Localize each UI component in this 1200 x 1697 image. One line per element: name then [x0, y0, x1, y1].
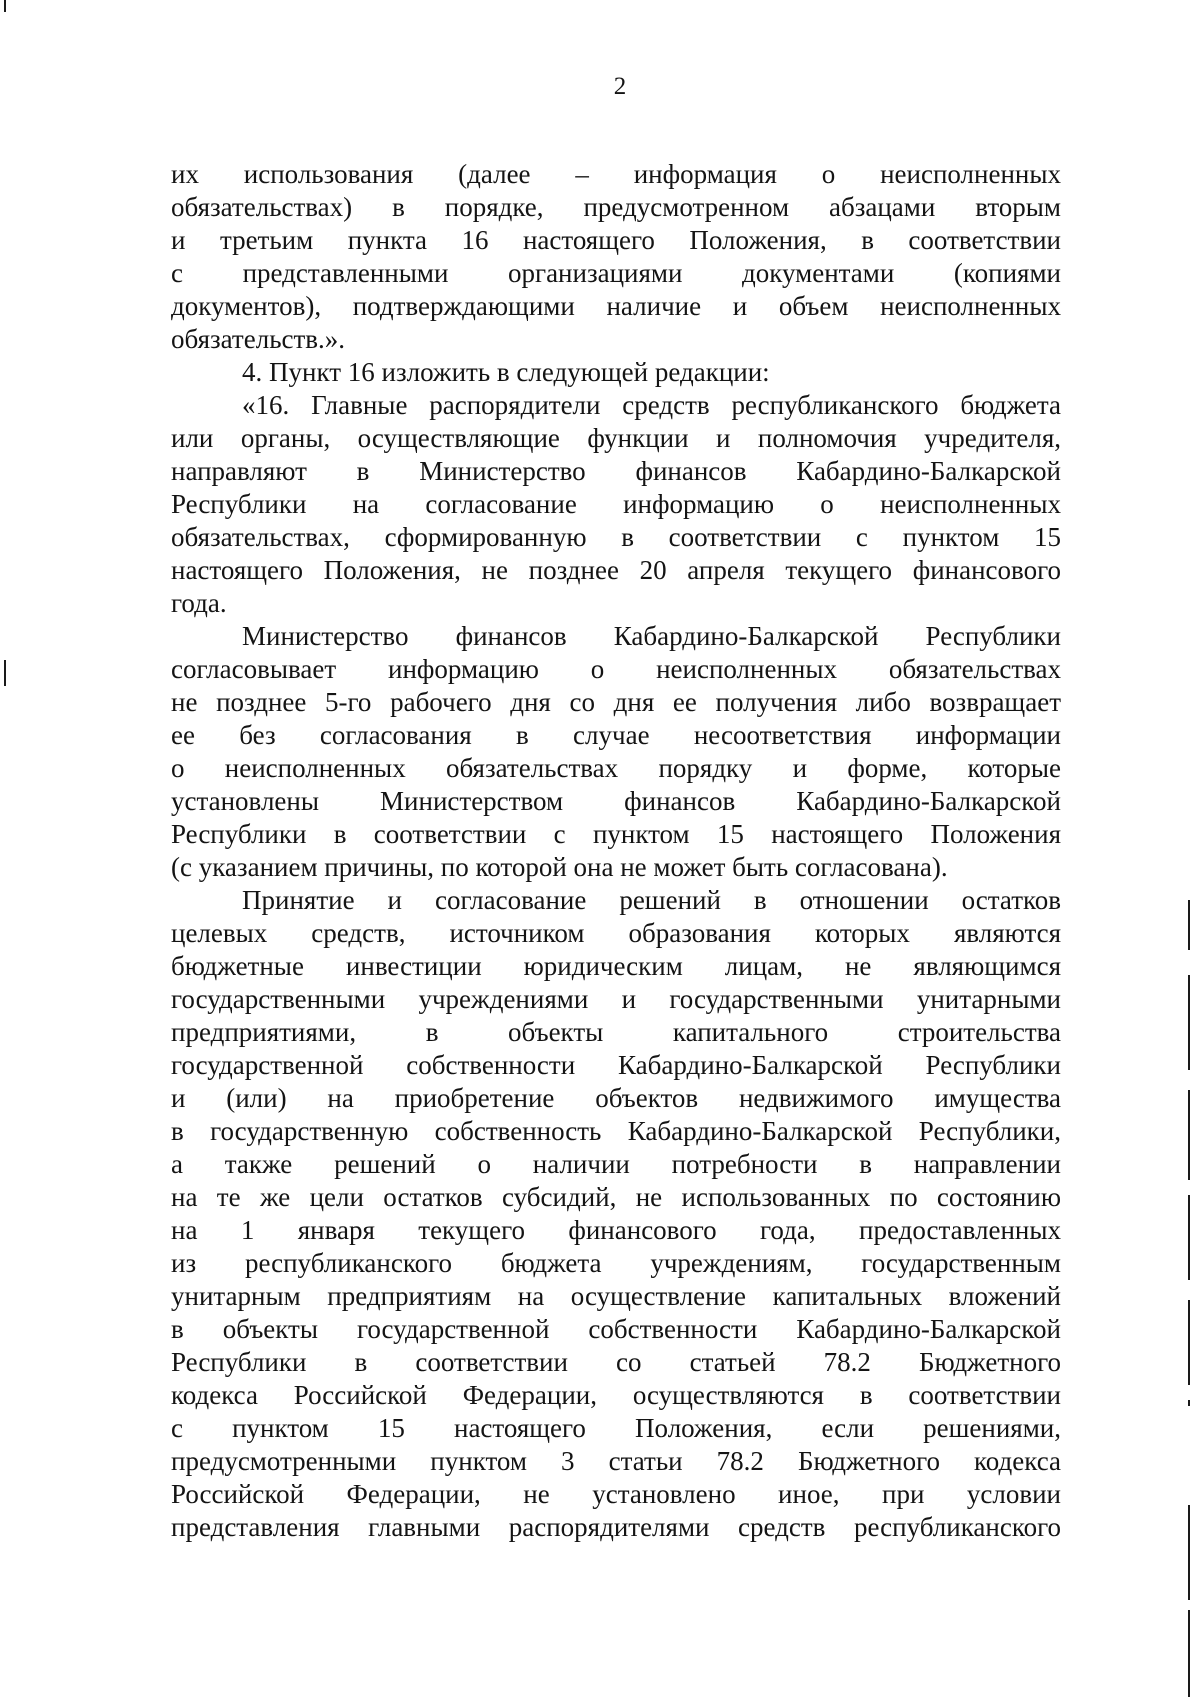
text-line: в объекты государственной собственности Кабардино-Балкарской — [171, 1314, 1061, 1344]
text-line: «16. Главные распорядители средств республиканского бюджета — [242, 390, 1061, 420]
text-line: государственными учреждениями и государственными унитарными — [171, 984, 1061, 1014]
text-line: Республики в соответствии с пунктом 15 настоящего Положения — [171, 819, 1061, 849]
text-line: а также решений о наличии потребности в направлении — [171, 1149, 1061, 1179]
scan-mark — [1188, 1610, 1190, 1697]
text-line: на 1 января текущего финансового года, предоставленных — [171, 1215, 1061, 1245]
text-line: из республиканского бюджета учреждениям, государственным — [171, 1248, 1061, 1278]
text-line: обязательствах) в порядке, предусмотренном абзацами вторым — [171, 192, 1061, 222]
text-line: настоящего Положения, не позднее 20 апреля текущего финансового — [171, 555, 1061, 585]
scan-mark — [1188, 1400, 1190, 1406]
scan-mark — [1188, 900, 1190, 950]
text-line: года. — [171, 588, 227, 618]
text-line: и третьим пункта 16 настоящего Положения, в соответствии — [171, 225, 1061, 255]
text-line: в государственную собственность Кабардино-Балкарской Республики, — [171, 1116, 1061, 1146]
paragraph — [171, 620, 1061, 884]
text-line: государственной собственности Кабардино-Балкарской Республики — [171, 1050, 1061, 1080]
document-body — [171, 158, 1061, 1544]
text-line: и (или) на приобретение объектов недвижимого имущества — [171, 1083, 1061, 1113]
scan-mark — [1188, 1505, 1190, 1600]
text-line: представления главными распорядителями средств республиканского — [171, 1512, 1061, 1542]
paragraph — [171, 158, 1061, 356]
text-line: Министерство финансов Кабардино-Балкарской Республики — [242, 621, 1061, 651]
text-line: их использования (далее – информация о неисполненных — [171, 159, 1061, 189]
scan-mark — [4, 0, 6, 12]
text-line: Республики в соответствии со статьей 78.2 Бюджетного — [171, 1347, 1061, 1377]
scan-mark — [1188, 1195, 1190, 1280]
text-line: кодекса Российской Федерации, осуществляются в соответствии — [171, 1380, 1061, 1410]
text-line: 4. Пункт 16 изложить в следующей редакции: — [242, 357, 770, 387]
scan-mark — [1188, 1300, 1190, 1385]
text-line: унитарным предприятиям на осуществление капитальных вложений — [171, 1281, 1061, 1311]
page-number: 2 — [613, 73, 627, 100]
paragraph — [171, 356, 1061, 389]
text-line: Российской Федерации, не установлено иное, при условии — [171, 1479, 1061, 1509]
text-line: с пунктом 15 настоящего Положения, если решениями, — [171, 1413, 1061, 1443]
scan-mark — [1188, 975, 1190, 1070]
text-line: не позднее 5-го рабочего дня со дня ее получения либо возвращает — [171, 687, 1061, 717]
text-line: с представленными организациями документами (копиями — [171, 258, 1061, 288]
text-line: документов), подтверждающими наличие и объем неисполненных — [171, 291, 1061, 321]
text-line: о неисполненных обязательствах порядку и форме, которые — [171, 753, 1061, 783]
text-line: Принятие и согласование решений в отношении остатков — [242, 885, 1061, 915]
text-line: согласовывает информацию о неисполненных обязательствах — [171, 654, 1061, 684]
text-line: предусмотренными пунктом 3 статьи 78.2 Бюджетного кодекса — [171, 1446, 1061, 1476]
text-line: предприятиями, в объекты капитального строительства — [171, 1017, 1061, 1047]
text-line: целевых средств, источником образования которых являются — [171, 918, 1061, 948]
text-line: установлены Министерством финансов Кабардино-Балкарской — [171, 786, 1061, 816]
text-line: Республики на согласование информацию о неисполненных — [171, 489, 1061, 519]
scan-mark — [1188, 1090, 1190, 1180]
paragraph — [171, 884, 1061, 1544]
text-line: ее без согласования в случае несоответствия информации — [171, 720, 1061, 750]
paragraph — [171, 389, 1061, 620]
text-line: на те же цели остатков субсидий, не использованных по состоянию — [171, 1182, 1061, 1212]
text-line: бюджетные инвестиции юридическим лицам, не являющимся — [171, 951, 1061, 981]
text-line: обязательств.». — [171, 324, 346, 354]
text-line: или органы, осуществляющие функции и полномочия учредителя, — [171, 423, 1061, 453]
text-line: направляют в Министерство финансов Кабардино-Балкарской — [171, 456, 1061, 486]
text-line: обязательствах, сформированную в соответствии с пунктом 15 — [171, 522, 1061, 552]
scan-mark — [4, 660, 6, 686]
text-line: (с указанием причины, по которой она не может быть согласована). — [171, 852, 948, 882]
